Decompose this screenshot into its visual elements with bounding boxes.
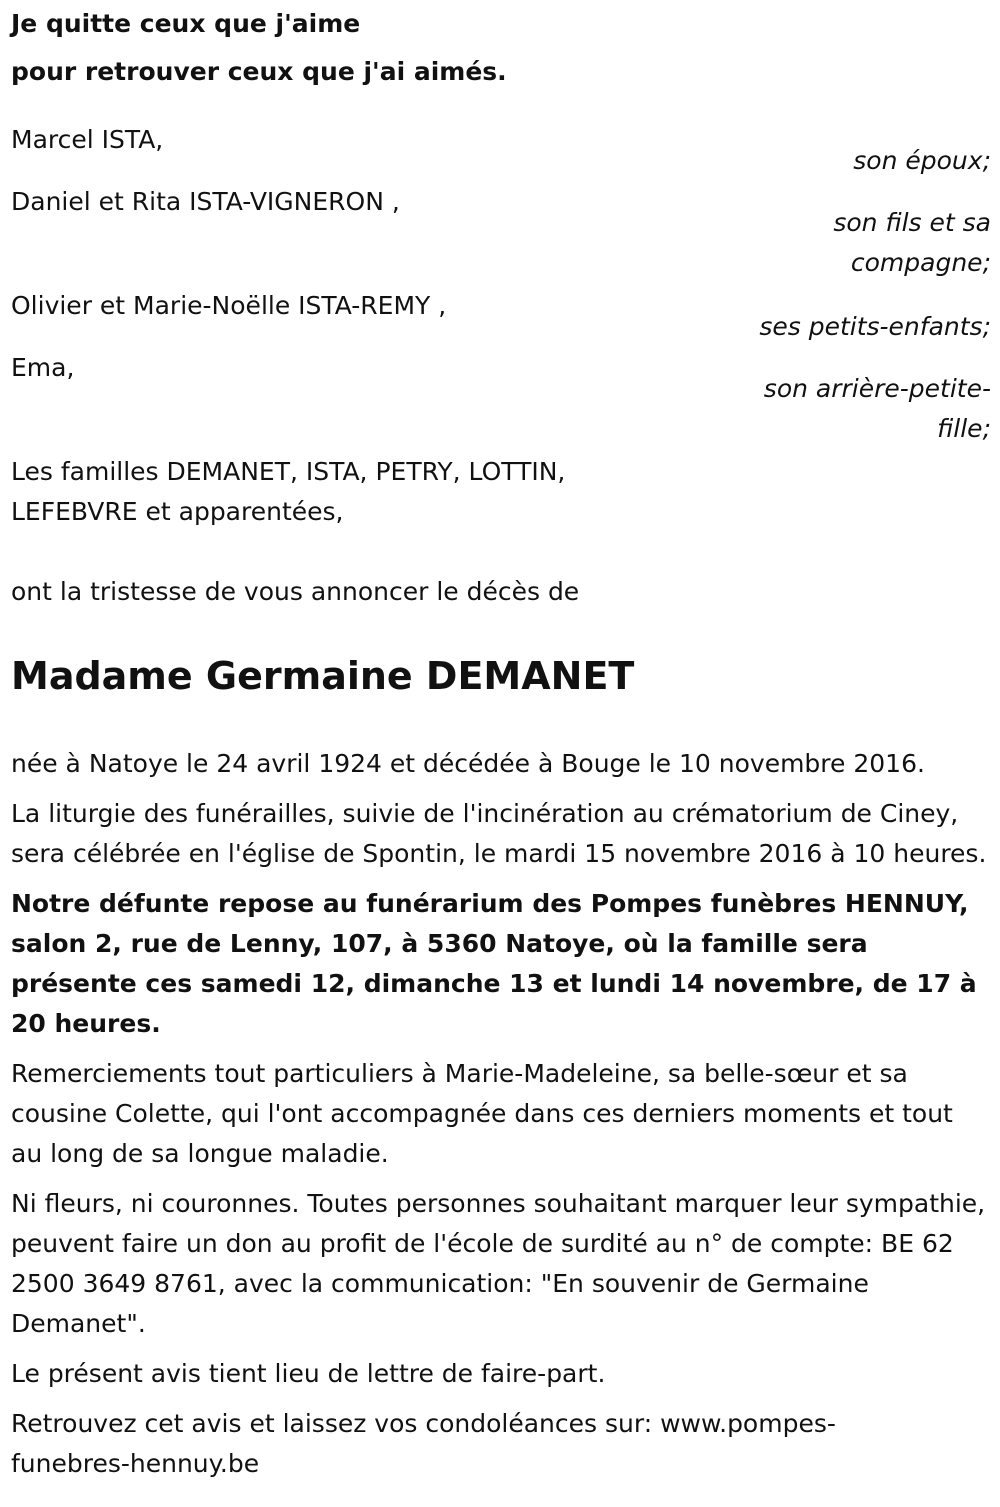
family-member-relation: son fils et sa compagne; xyxy=(833,208,991,277)
notice-paragraph: Le présent avis tient lieu de lettre de faire-part. xyxy=(11,1359,606,1388)
family-row xyxy=(11,286,991,348)
family-row xyxy=(11,182,991,286)
family-member-relation: son arrière-petite-fille; xyxy=(763,374,991,443)
families-line: Les familles DEMANET, ISTA, PETRY, LOTTIN, LEFEBVRE et apparentées, xyxy=(11,457,566,526)
family-member-name: Olivier et Marie-Noëlle ISTA-REMY , xyxy=(11,291,447,320)
thanks-paragraph: Remerciements tout particuliers à Marie-Madeleine, sa belle-sœur et sa cousine Colette, qui l'ont accompagnée dans ces derniers moments et tout au long de sa longue maladie. xyxy=(11,1059,953,1168)
family-member-relation: son époux; xyxy=(853,146,991,175)
obituary-notice xyxy=(11,0,991,1494)
funeral-paragraph: La liturgie des funérailles, suivie de l'incinération au crématorium de Ciney, sera célébrée en l'église de Spontin, le mardi 15 novembre 2016 à 10 heures. xyxy=(11,799,987,868)
family-row xyxy=(11,348,991,452)
family-row xyxy=(11,120,991,182)
deceased-name: Madame Germaine DEMANET xyxy=(11,654,635,698)
family-member-name: Ema, xyxy=(11,353,75,382)
visitation-paragraph: Notre défunte repose au funérarium des Pompes funèbres HENNUY, salon 2, rue de Lenny, 107, à 5360 Natoye, où la famille sera présente ces samedi 12, dimanche 13 et lundi 14 novembre, de 17 à 20 heures. xyxy=(11,889,977,1038)
donation-paragraph: Ni fleurs, ni couronnes. Toutes personnes souhaitant marquer leur sympathie, peuvent faire un don au profit de l'école de surdité au n° de compte: BE 62 2500 3649 8761, avec la communication: "En souvenir de Germaine Demanet". xyxy=(11,1189,986,1338)
family-list xyxy=(11,120,991,452)
announcement: ont la tristesse de vous annoncer le décès de xyxy=(11,577,580,606)
details xyxy=(11,744,991,1484)
family-member-relation: ses petits-enfants; xyxy=(759,312,991,341)
quote-line-2: pour retrouver ceux que j'ai aimés. xyxy=(11,57,507,86)
quote-line-1: Je quitte ceux que j'aime xyxy=(11,9,361,38)
birth-death-paragraph: née à Natoye le 24 avril 1924 et décédée à Bouge le 10 novembre 2016. xyxy=(11,749,925,778)
family-member-name: Daniel et Rita ISTA-VIGNERON , xyxy=(11,187,400,216)
family-member-name: Marcel ISTA, xyxy=(11,125,164,154)
website-paragraph: Retrouvez cet avis et laissez vos condoléances sur: www.pompes-funebres-hennuy.be xyxy=(11,1409,836,1478)
opening-quote xyxy=(11,0,991,96)
